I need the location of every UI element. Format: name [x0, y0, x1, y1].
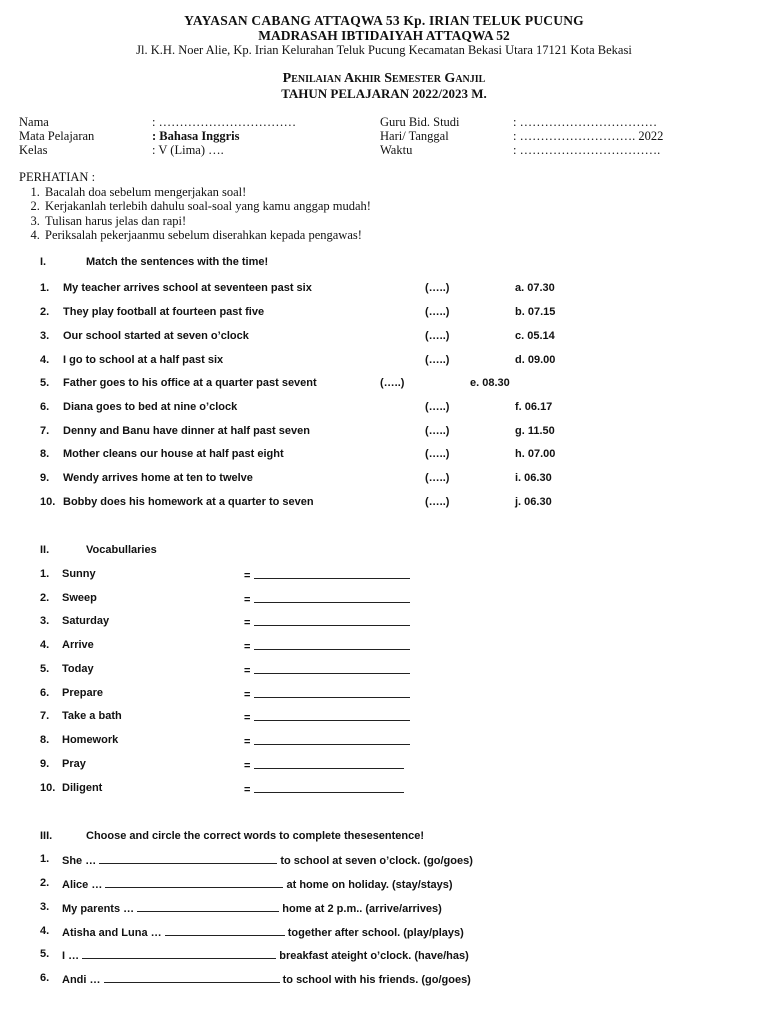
vocab-answer-blank[interactable] [254, 639, 410, 650]
info-value-teacher: : …………………………… [513, 115, 658, 129]
vocab-answer-blank[interactable] [254, 710, 410, 721]
fill-answer-blank[interactable] [105, 877, 283, 888]
info-label-class: Kelas [19, 143, 48, 157]
info-value-subject: : Bahasa Inggris [152, 129, 240, 143]
info-value-time: : ……………………………. [513, 143, 661, 157]
exam-title: Penilaian Akhir Semester Ganjil [282, 71, 486, 86]
vocab-answer-blank[interactable] [254, 615, 410, 626]
info-label-teacher: Guru Bid. Studi [380, 115, 460, 129]
fill-answer-blank[interactable] [104, 972, 280, 983]
section-3-title: Choose and circle the correct words to complete thesesentence! [86, 830, 425, 842]
section-2-number: II. [40, 544, 50, 556]
school-foundation-name: YAYASAN CABANG ATTAQWA 53 Kp. IRIAN TELUK PUCUNG [184, 13, 584, 28]
section-1-title: Match the sentences with the time! [86, 256, 269, 268]
answer-blank[interactable]: (…..) [425, 354, 450, 366]
school-name: MADRASAH IBTIDAIYAH ATTAQWA 52 [258, 28, 510, 43]
vocab-answer-blank[interactable] [254, 663, 410, 674]
section-2-title: Vocabullaries [86, 544, 157, 556]
info-value-date: : ………………………. 2022 [513, 129, 664, 143]
info-label-time: Waktu [380, 143, 413, 157]
vocab-answer-blank[interactable] [254, 568, 410, 579]
answer-blank[interactable]: (…..) [425, 448, 450, 460]
instruction-item: 1. Bacalah doa sebelum mengerjakan soal! [43, 185, 371, 200]
info-value-nama: : …………………………… [152, 115, 297, 129]
vocab-answer-blank[interactable] [254, 734, 410, 745]
exam-year: TAHUN PELAJARAN 2022/2023 M. [281, 86, 487, 101]
info-value-class: : V (Lima) …. [152, 143, 224, 157]
instruction-item: 3. Tulisan harus jelas dan rapi! [43, 214, 371, 229]
instructions-title: PERHATIAN : [19, 170, 96, 184]
answer-blank[interactable]: (…..) [425, 472, 450, 484]
answer-blank[interactable]: (…..) [425, 330, 450, 342]
answer-blank[interactable]: (…..) [425, 282, 450, 294]
vocab-answer-blank[interactable] [254, 758, 404, 769]
fill-answer-blank[interactable] [82, 948, 276, 959]
answer-blank[interactable]: (…..) [425, 425, 450, 437]
answer-blank[interactable]: (…..) [380, 377, 405, 389]
info-label-subject: Mata Pelajaran [19, 129, 95, 143]
vocab-answer-blank[interactable] [254, 782, 404, 793]
fill-answer-blank[interactable] [99, 853, 277, 864]
vocab-answer-blank[interactable] [254, 592, 410, 603]
school-address: Jl. K.H. Noer Alie, Kp. Irian Kelurahan Teluk Pucung Kecamatan Bekasi Utara 17121 Kota Bekasi [136, 43, 632, 57]
info-label-date: Hari/ Tanggal [380, 129, 449, 143]
vocab-answer-blank[interactable] [254, 687, 410, 698]
info-label-nama: Nama [19, 115, 49, 129]
answer-blank[interactable]: (…..) [425, 496, 450, 508]
fill-answer-blank[interactable] [137, 901, 279, 912]
section-3-number: III. [40, 830, 53, 842]
instruction-item: 4. Periksalah pekerjaanmu sebelum diserahkan kepada pengawas! [43, 228, 371, 243]
fill-answer-blank[interactable] [165, 925, 285, 936]
instructions-block [19, 170, 371, 243]
answer-blank[interactable]: (…..) [425, 306, 450, 318]
section-1-number: I. [40, 256, 47, 268]
instruction-item: 2. Kerjakanlah terlebih dahulu soal-soal yang kamu anggap mudah! [43, 199, 371, 214]
answer-blank[interactable]: (…..) [425, 401, 450, 413]
